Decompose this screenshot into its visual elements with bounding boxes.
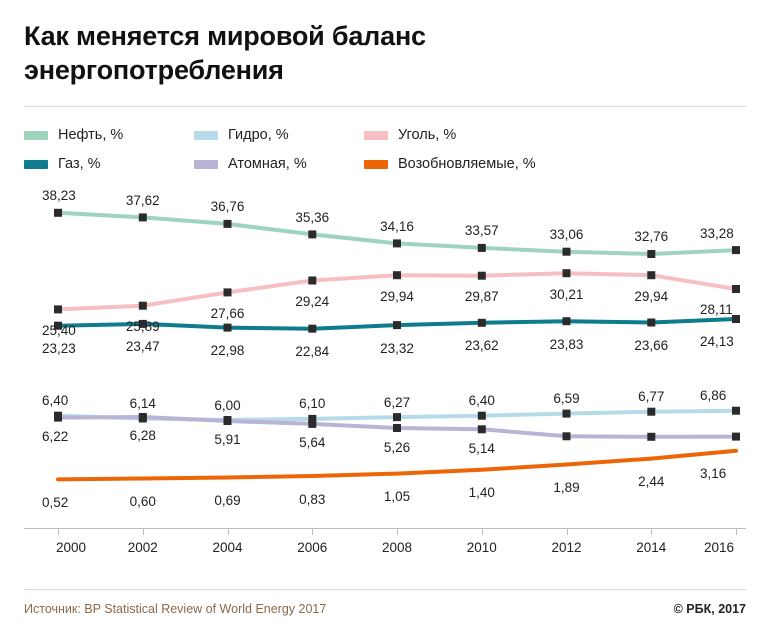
data-point-marker: [139, 213, 147, 221]
x-axis-tick: [482, 529, 483, 535]
data-point-marker: [732, 432, 740, 440]
legend-item: [364, 156, 624, 172]
x-axis-tick: [143, 529, 144, 535]
data-point-label: 2,44: [638, 474, 665, 490]
data-point-marker: [732, 246, 740, 254]
x-axis-tick: [228, 529, 229, 535]
legend-swatch: [24, 160, 48, 169]
footer-divider: [24, 589, 746, 590]
data-point-marker: [308, 419, 316, 427]
legend-label: Нефть, %: [58, 127, 124, 143]
data-point-marker: [647, 432, 655, 440]
data-point-label: 23,32: [380, 340, 414, 356]
data-point-label: 29,94: [380, 288, 414, 304]
data-point-label: 3,16: [700, 466, 727, 482]
data-point-marker: [647, 318, 655, 326]
x-axis-line: [24, 528, 746, 529]
data-point-marker: [308, 324, 316, 332]
data-point-marker: [393, 271, 401, 279]
legend-label: Газ, %: [58, 156, 101, 172]
x-axis-label: 2010: [466, 539, 497, 555]
data-point-label: 33,06: [549, 227, 584, 243]
data-point-marker: [224, 323, 232, 331]
data-point-marker: [732, 406, 740, 414]
data-point-marker: [478, 243, 486, 251]
data-point-marker: [308, 276, 316, 284]
data-point-label: 6,86: [700, 388, 727, 404]
data-point-marker: [647, 250, 655, 258]
data-point-label: 33,28: [700, 225, 734, 241]
data-point-marker: [563, 317, 571, 325]
data-point-label: 32,76: [634, 229, 669, 245]
data-point-marker: [478, 271, 486, 279]
data-point-marker: [647, 271, 655, 279]
x-axis-tick: [58, 529, 59, 535]
source-note: Источник: BP Statistical Review of World Energy 2017: [24, 602, 327, 616]
x-axis-tick: [567, 529, 568, 535]
data-point-marker: [308, 230, 316, 238]
data-point-marker: [563, 247, 571, 255]
x-axis-tick: [397, 529, 398, 535]
legend-item: [194, 156, 364, 172]
x-axis-tick: [312, 529, 313, 535]
data-point-label: 34,16: [380, 218, 414, 234]
legend-label: Возобновляемые, %: [398, 156, 536, 172]
legend-swatch: [194, 131, 218, 140]
data-point-marker: [563, 409, 571, 417]
legend-label: Атомная, %: [228, 156, 307, 172]
chart-legend: [24, 121, 746, 179]
x-axis-label: 2006: [297, 539, 328, 555]
data-point-label: 1,05: [383, 489, 411, 505]
data-point-label: 6,22: [42, 429, 69, 445]
data-point-label: 6,00: [214, 397, 241, 413]
data-point-marker: [393, 321, 401, 329]
x-axis-label: 2016: [704, 539, 735, 555]
legend-label: Гидро, %: [228, 127, 289, 143]
data-point-label: 22,84: [295, 344, 330, 360]
data-point-label: 6,10: [299, 396, 326, 412]
data-point-marker: [563, 269, 571, 277]
data-point-label: 1,40: [468, 485, 495, 501]
credit-note: © РБК, 2017: [673, 602, 746, 616]
data-point-label: 30,21: [549, 286, 584, 302]
data-point-marker: [224, 288, 232, 296]
data-point-marker: [139, 301, 147, 309]
data-point-marker: [393, 239, 401, 247]
data-point-marker: [732, 285, 740, 293]
x-axis-label: 2008: [381, 539, 413, 555]
data-point-label: 23,83: [549, 336, 584, 352]
data-point-marker: [647, 407, 655, 415]
data-point-label: 6,59: [553, 391, 580, 407]
data-point-label: 5,91: [214, 432, 241, 448]
data-point-label: 5,64: [299, 435, 326, 451]
legend-swatch: [24, 131, 48, 140]
data-point-label: 6,28: [129, 428, 156, 444]
data-point-label: 28,11: [700, 302, 733, 318]
legend-swatch: [364, 131, 388, 140]
data-point-marker: [478, 318, 486, 326]
data-point-label: 22,98: [210, 343, 245, 359]
data-point-label: 23,23: [42, 341, 76, 357]
data-point-label: 6,77: [638, 389, 665, 405]
data-point-marker: [224, 417, 232, 425]
data-point-label: 24,13: [700, 334, 734, 350]
data-point-marker: [54, 305, 62, 313]
x-axis-label: 2004: [212, 539, 243, 555]
data-point-marker: [732, 315, 740, 323]
legend-item: [24, 127, 194, 143]
legend-label: Уголь, %: [398, 127, 457, 143]
data-point-label: 0,52: [42, 494, 69, 510]
data-point-marker: [478, 425, 486, 433]
data-point-marker: [393, 413, 401, 421]
data-point-label: 23,62: [464, 338, 499, 354]
page-title: Как меняется мировой баланс энергопотребления: [24, 21, 426, 85]
title-divider: [24, 106, 746, 107]
data-point-label: 1,89: [553, 480, 580, 496]
legend-swatch: [364, 160, 388, 169]
data-point-label: 23,47: [125, 339, 160, 355]
legend-swatch: [194, 160, 218, 169]
data-point-label: 29,87: [464, 289, 499, 305]
data-point-label: 6,27: [383, 394, 411, 410]
data-point-label: 6,40: [468, 393, 495, 409]
data-point-label: 25,89: [125, 319, 160, 335]
data-point-label: 25,40: [42, 322, 76, 338]
x-axis-tick: [736, 529, 737, 535]
data-point-label: 29,94: [634, 288, 669, 304]
data-point-label: 6,40: [42, 393, 69, 409]
x-axis-label: 2012: [551, 539, 582, 555]
legend-item: [24, 156, 194, 172]
legend-item: [194, 127, 364, 143]
data-point-marker: [393, 424, 401, 432]
data-point-label: 5,26: [383, 439, 411, 455]
data-point-label: 27,66: [210, 305, 245, 321]
data-point-label: 6,14: [129, 395, 156, 411]
data-point-label: 29,24: [295, 293, 330, 309]
data-point-label: 33,57: [464, 223, 499, 239]
data-point-label: 0,69: [214, 493, 241, 509]
data-point-marker: [54, 208, 62, 216]
legend-item: [364, 127, 624, 143]
data-point-marker: [139, 413, 147, 421]
x-axis-tick: [651, 529, 652, 535]
data-point-label: 37,62: [125, 192, 160, 208]
data-point-label: 5,14: [468, 440, 495, 456]
data-point-marker: [54, 413, 62, 421]
x-axis-label: 2000: [56, 539, 87, 555]
data-point-label: 35,36: [295, 209, 330, 225]
data-point-marker: [563, 432, 571, 440]
data-point-label: 23,66: [634, 338, 669, 353]
x-axis-label: 2014: [636, 539, 667, 555]
chart-plot-area: [24, 185, 746, 555]
data-point-label: 0,60: [129, 494, 156, 509]
x-axis-label: 2002: [127, 539, 158, 555]
data-point-marker: [224, 219, 232, 227]
data-point-label: 38,23: [42, 188, 76, 204]
data-point-label: 36,76: [210, 199, 245, 215]
data-point-marker: [478, 411, 486, 419]
data-point-label: 0,83: [299, 491, 326, 507]
